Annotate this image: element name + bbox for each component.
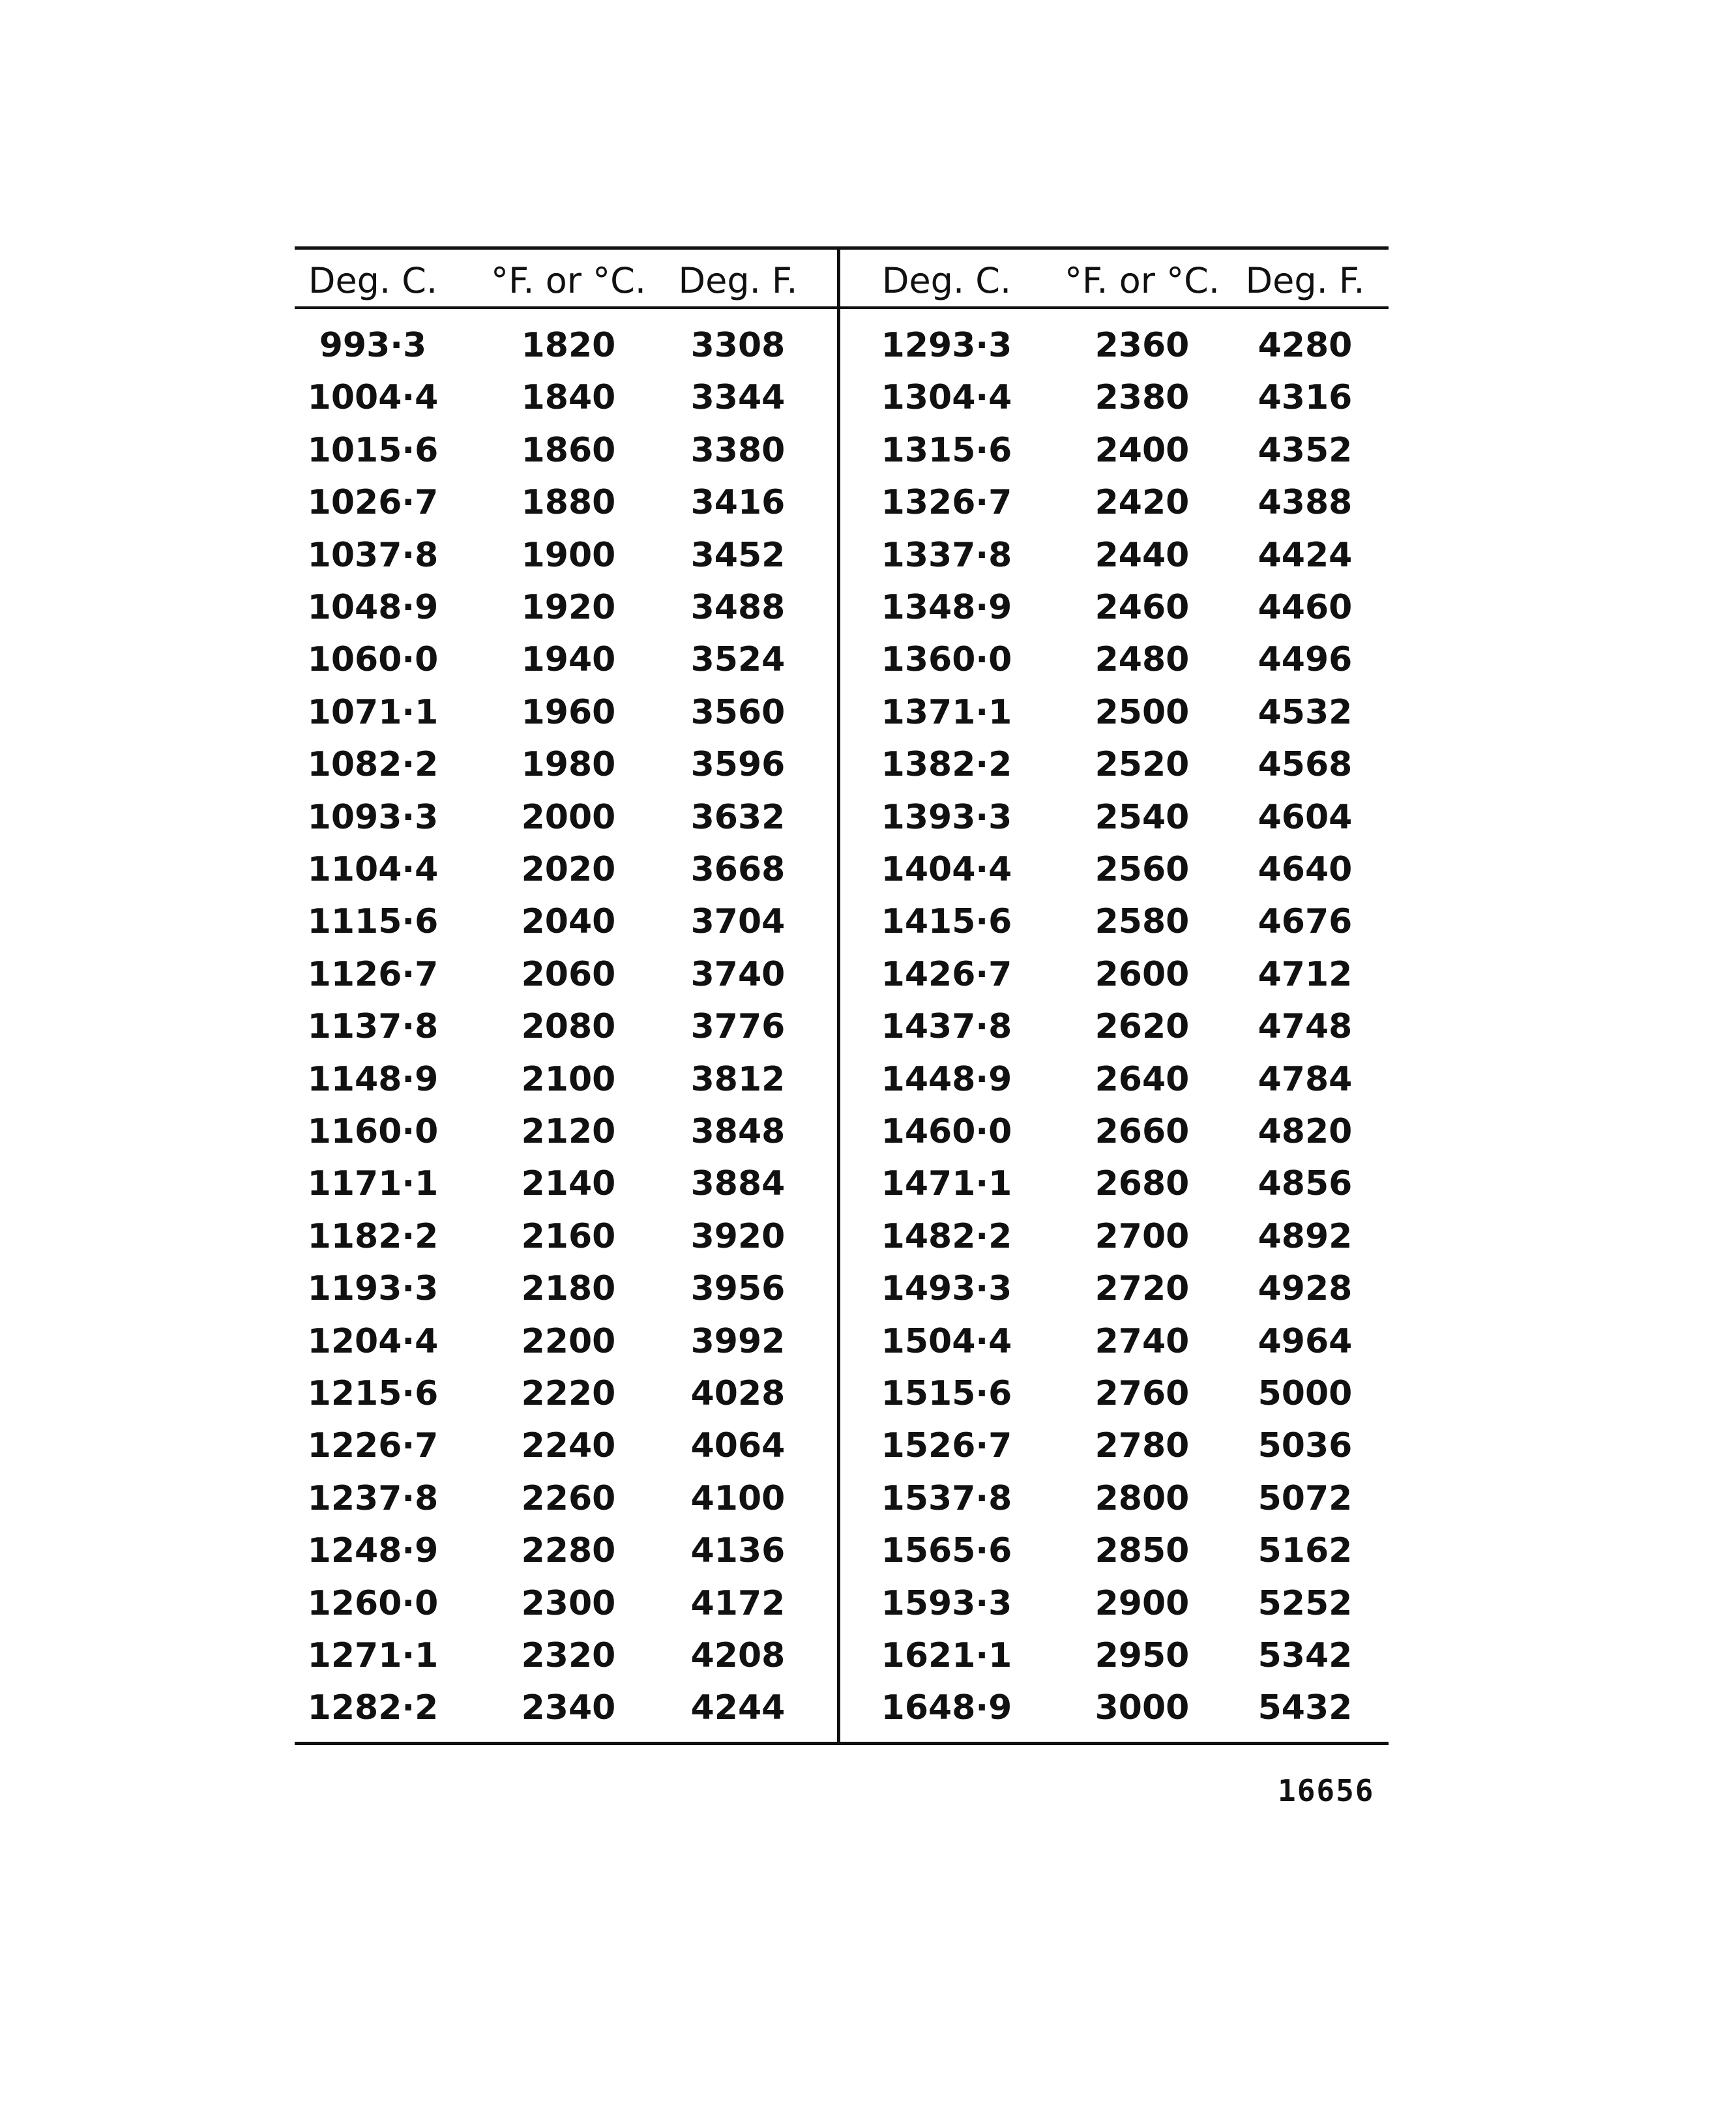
cell-f-or-c-right: 2580 [1095, 902, 1190, 941]
cell-f-or-c-right: 3000 [1095, 1688, 1190, 1727]
table-row [295, 1053, 1389, 1106]
cell-deg-c-right: 1404·4 [881, 850, 1012, 889]
table-row [295, 1263, 1389, 1315]
cell-f-or-c-left: 2320 [521, 1636, 616, 1675]
table-row [295, 1106, 1389, 1158]
cell-deg-c-left: 1282·2 [307, 1688, 439, 1727]
cell-deg-f-left: 3668 [690, 850, 786, 889]
cell-f-or-c-right: 2400 [1095, 431, 1190, 470]
cell-deg-c-right: 1471·1 [881, 1164, 1012, 1203]
cell-deg-c-left: 1171·1 [307, 1164, 439, 1203]
cell-f-or-c-right: 2680 [1095, 1164, 1190, 1203]
cell-deg-f-right: 4280 [1258, 326, 1353, 365]
cell-f-or-c-left: 2280 [521, 1531, 616, 1570]
cell-deg-f-left: 3308 [690, 326, 786, 365]
table-row [295, 634, 1389, 686]
cell-deg-c-left: 1260·0 [307, 1584, 439, 1623]
cell-f-or-c-left: 1880 [521, 483, 616, 522]
cell-f-or-c-left: 1820 [521, 326, 616, 365]
header-deg-c-left: Deg. C. [308, 260, 438, 301]
cell-deg-f-left: 4136 [690, 1531, 786, 1570]
cell-deg-c-right: 1493·3 [881, 1269, 1012, 1308]
cell-deg-c-left: 1160·0 [307, 1112, 439, 1151]
table-row [295, 1158, 1389, 1210]
cell-deg-f-left: 3812 [690, 1060, 786, 1099]
cell-deg-f-left: 3992 [690, 1322, 786, 1361]
cell-f-or-c-right: 2380 [1095, 378, 1190, 417]
cell-f-or-c-left: 2100 [521, 1060, 616, 1099]
cell-deg-f-right: 4316 [1258, 378, 1353, 417]
cell-deg-c-right: 1515·6 [881, 1374, 1012, 1413]
cell-f-or-c-right: 2950 [1095, 1636, 1190, 1675]
table-row [295, 372, 1389, 424]
cell-deg-c-left: 1148·9 [307, 1060, 439, 1099]
cell-deg-f-left: 4244 [690, 1688, 786, 1727]
cell-f-or-c-left: 2040 [521, 902, 616, 941]
cell-deg-c-left: 1060·0 [307, 640, 439, 679]
table-row [295, 477, 1389, 529]
table-row [295, 581, 1389, 634]
cell-f-or-c-right: 2440 [1095, 536, 1190, 575]
cell-deg-c-right: 1337·8 [881, 536, 1012, 575]
cell-deg-c-right: 1482·2 [881, 1217, 1012, 1256]
table-row [295, 529, 1389, 581]
cell-deg-c-right: 1326·7 [881, 483, 1012, 522]
page-number: 16656 [1278, 1773, 1375, 1808]
cell-f-or-c-left: 2300 [521, 1584, 616, 1623]
cell-f-or-c-left: 1840 [521, 378, 616, 417]
table-row [295, 1315, 1389, 1368]
cell-deg-f-left: 4064 [690, 1426, 786, 1465]
cell-deg-f-right: 4964 [1258, 1322, 1353, 1361]
cell-deg-f-left: 3524 [690, 640, 786, 679]
cell-deg-c-right: 1426·7 [881, 955, 1012, 994]
header-f-or-c-right: °F. or °C. [1065, 260, 1220, 301]
cell-f-or-c-right: 2600 [1095, 955, 1190, 994]
cell-f-or-c-right: 2460 [1095, 588, 1190, 627]
cell-deg-f-left: 3452 [690, 536, 786, 575]
cell-deg-f-left: 3488 [690, 588, 786, 627]
cell-f-or-c-right: 2900 [1095, 1584, 1190, 1623]
cell-f-or-c-right: 2480 [1095, 640, 1190, 679]
cell-deg-f-right: 4856 [1258, 1164, 1353, 1203]
cell-deg-f-left: 3596 [690, 745, 786, 784]
cell-deg-f-left: 3380 [690, 431, 786, 470]
cell-f-or-c-right: 2640 [1095, 1060, 1190, 1099]
cell-deg-c-right: 1315·6 [881, 431, 1012, 470]
cell-f-or-c-left: 1980 [521, 745, 616, 784]
cell-deg-c-right: 1348·9 [881, 588, 1012, 627]
cell-deg-f-left: 4172 [690, 1584, 786, 1623]
table-top-rule [295, 246, 1389, 250]
header-deg-c-right: Deg. C. [881, 260, 1012, 301]
cell-deg-f-right: 4928 [1258, 1269, 1353, 1308]
table-row [295, 843, 1389, 896]
cell-f-or-c-right: 2520 [1095, 745, 1190, 784]
cell-f-or-c-left: 2140 [521, 1164, 616, 1203]
cell-deg-f-left: 3884 [690, 1164, 786, 1203]
cell-deg-c-right: 1537·8 [881, 1479, 1012, 1518]
cell-deg-f-left: 4208 [690, 1636, 786, 1675]
cell-deg-c-right: 1460·0 [881, 1112, 1012, 1151]
cell-deg-c-left: 1193·3 [307, 1269, 439, 1308]
cell-deg-c-left: 1215·6 [307, 1374, 439, 1413]
table-row [295, 319, 1389, 372]
cell-deg-c-right: 1293·3 [881, 326, 1012, 365]
cell-deg-f-left: 4100 [690, 1479, 786, 1518]
cell-deg-c-left: 1015·6 [307, 431, 439, 470]
cell-deg-f-left: 3956 [690, 1269, 786, 1308]
cell-deg-f-right: 5252 [1258, 1584, 1353, 1623]
cell-f-or-c-left: 1940 [521, 640, 616, 679]
cell-deg-c-left: 1237·8 [307, 1479, 439, 1518]
cell-deg-f-left: 3344 [690, 378, 786, 417]
cell-f-or-c-right: 2360 [1095, 326, 1190, 365]
cell-deg-c-right: 1565·6 [881, 1531, 1012, 1570]
table-row [295, 1682, 1389, 1734]
table-row [295, 1001, 1389, 1053]
cell-deg-c-right: 1448·9 [881, 1060, 1012, 1099]
cell-deg-c-left: 1037·8 [307, 536, 439, 575]
cell-deg-c-left: 1248·9 [307, 1531, 439, 1570]
cell-f-or-c-right: 2540 [1095, 798, 1190, 837]
cell-deg-c-right: 1415·6 [881, 902, 1012, 941]
cell-deg-c-left: 1048·9 [307, 588, 439, 627]
cell-deg-f-right: 4604 [1258, 798, 1353, 837]
cell-deg-f-right: 4568 [1258, 745, 1353, 784]
cell-deg-c-right: 1382·2 [881, 745, 1012, 784]
table-row [295, 1210, 1389, 1263]
cell-deg-f-right: 4676 [1258, 902, 1353, 941]
cell-f-or-c-right: 2800 [1095, 1479, 1190, 1518]
cell-deg-c-left: 1137·8 [307, 1007, 439, 1046]
header-deg-f-left: Deg. F. [678, 260, 798, 301]
cell-deg-f-right: 5000 [1258, 1374, 1353, 1413]
cell-deg-f-left: 3560 [690, 693, 786, 732]
table-bottom-rule [295, 1742, 1389, 1745]
cell-f-or-c-right: 2420 [1095, 483, 1190, 522]
cell-deg-f-right: 4352 [1258, 431, 1353, 470]
cell-f-or-c-right: 2720 [1095, 1269, 1190, 1308]
cell-deg-f-right: 4532 [1258, 693, 1353, 732]
cell-deg-f-right: 5162 [1258, 1531, 1353, 1570]
cell-deg-c-left: 993·3 [319, 326, 427, 365]
table-row [295, 1630, 1389, 1682]
cell-deg-f-right: 5036 [1258, 1426, 1353, 1465]
cell-deg-f-right: 4496 [1258, 640, 1353, 679]
cell-deg-c-left: 1093·3 [307, 798, 439, 837]
cell-f-or-c-left: 2080 [521, 1007, 616, 1046]
cell-deg-c-left: 1115·6 [307, 902, 439, 941]
cell-deg-f-right: 4748 [1258, 1007, 1353, 1046]
cell-deg-f-right: 4640 [1258, 850, 1353, 889]
table-row [295, 1525, 1389, 1577]
cell-deg-c-left: 1126·7 [307, 955, 439, 994]
table-row [295, 1420, 1389, 1472]
cell-deg-f-left: 3740 [690, 955, 786, 994]
cell-deg-f-right: 4712 [1258, 955, 1353, 994]
cell-deg-f-right: 5432 [1258, 1688, 1353, 1727]
cell-f-or-c-left: 2220 [521, 1374, 616, 1413]
cell-deg-c-left: 1271·1 [307, 1636, 439, 1675]
cell-deg-f-right: 5342 [1258, 1636, 1353, 1675]
cell-deg-f-left: 3632 [690, 798, 786, 837]
cell-deg-c-right: 1648·9 [881, 1688, 1012, 1727]
cell-deg-f-left: 3704 [690, 902, 786, 941]
cell-f-or-c-right: 2740 [1095, 1322, 1190, 1361]
cell-f-or-c-left: 2020 [521, 850, 616, 889]
cell-deg-f-right: 4460 [1258, 588, 1353, 627]
cell-deg-f-left: 3848 [690, 1112, 786, 1151]
cell-deg-c-left: 1071·1 [307, 693, 439, 732]
cell-f-or-c-left: 1900 [521, 536, 616, 575]
cell-deg-f-right: 4820 [1258, 1112, 1353, 1151]
table-row [295, 896, 1389, 948]
table-row [295, 1577, 1389, 1630]
table-row [295, 948, 1389, 1001]
cell-f-or-c-right: 2560 [1095, 850, 1190, 889]
cell-deg-c-right: 1437·8 [881, 1007, 1012, 1046]
cell-f-or-c-left: 2160 [521, 1217, 616, 1256]
cell-deg-c-right: 1304·4 [881, 378, 1012, 417]
table-row [295, 686, 1389, 739]
cell-deg-c-left: 1104·4 [307, 850, 439, 889]
table-header-rule [295, 306, 1389, 309]
cell-f-or-c-right: 2660 [1095, 1112, 1190, 1151]
cell-deg-c-left: 1182·2 [307, 1217, 439, 1256]
cell-f-or-c-right: 2700 [1095, 1217, 1190, 1256]
cell-f-or-c-left: 1920 [521, 588, 616, 627]
cell-deg-c-left: 1226·7 [307, 1426, 439, 1465]
cell-f-or-c-left: 1960 [521, 693, 616, 732]
cell-deg-c-left: 1082·2 [307, 745, 439, 784]
cell-f-or-c-left: 2240 [521, 1426, 616, 1465]
cell-deg-c-right: 1593·3 [881, 1584, 1012, 1623]
cell-deg-c-left: 1026·7 [307, 483, 439, 522]
cell-deg-c-right: 1360·0 [881, 640, 1012, 679]
table-row [295, 424, 1389, 477]
cell-f-or-c-left: 2200 [521, 1322, 616, 1361]
header-deg-f-right: Deg. F. [1245, 260, 1365, 301]
table-row [295, 791, 1389, 843]
cell-f-or-c-left: 2000 [521, 798, 616, 837]
cell-f-or-c-right: 2500 [1095, 693, 1190, 732]
header-f-or-c-left: °F. or °C. [491, 260, 646, 301]
cell-deg-f-right: 5072 [1258, 1479, 1353, 1518]
cell-f-or-c-left: 2180 [521, 1269, 616, 1308]
cell-f-or-c-right: 2760 [1095, 1374, 1190, 1413]
cell-deg-c-right: 1621·1 [881, 1636, 1012, 1675]
cell-deg-f-right: 4388 [1258, 483, 1353, 522]
cell-f-or-c-right: 2780 [1095, 1426, 1190, 1465]
cell-deg-f-right: 4892 [1258, 1217, 1353, 1256]
cell-deg-f-right: 4784 [1258, 1060, 1353, 1099]
cell-deg-f-left: 4028 [690, 1374, 786, 1413]
table-row [295, 739, 1389, 791]
cell-deg-c-left: 1004·4 [307, 378, 439, 417]
cell-f-or-c-right: 2620 [1095, 1007, 1190, 1046]
cell-f-or-c-left: 1860 [521, 431, 616, 470]
cell-deg-c-right: 1526·7 [881, 1426, 1012, 1465]
cell-deg-f-right: 4424 [1258, 536, 1353, 575]
cell-f-or-c-right: 2850 [1095, 1531, 1190, 1570]
cell-deg-f-left: 3920 [690, 1217, 786, 1256]
cell-f-or-c-left: 2260 [521, 1479, 616, 1518]
cell-deg-c-right: 1393·3 [881, 798, 1012, 837]
cell-deg-f-left: 3776 [690, 1007, 786, 1046]
cell-deg-c-right: 1371·1 [881, 693, 1012, 732]
cell-f-or-c-left: 2340 [521, 1688, 616, 1727]
table-row [295, 1473, 1389, 1525]
cell-f-or-c-left: 2060 [521, 955, 616, 994]
cell-deg-f-left: 3416 [690, 483, 786, 522]
table-row [295, 1368, 1389, 1420]
cell-deg-c-right: 1504·4 [881, 1322, 1012, 1361]
cell-deg-c-left: 1204·4 [307, 1322, 439, 1361]
cell-f-or-c-left: 2120 [521, 1112, 616, 1151]
